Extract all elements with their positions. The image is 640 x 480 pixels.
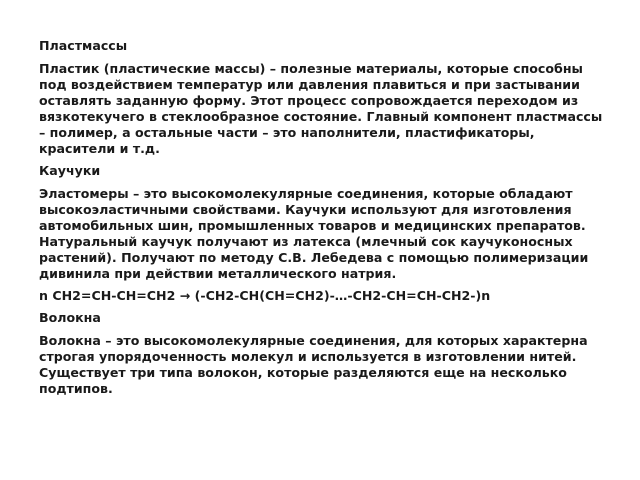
paragraph-fibers: Волокна – это высокомолекулярные соединения, для которых характерна строгая упорядоченность молекул и используется в изготовлении нитей. Существует три типа волокон, которые разделяются еще на несколько подтипов. [39,333,588,396]
formula-polymerization: n CH2=CH-CH=CH2 → (-CH2-CH(CH=CH2)-…-CH2-CH=CH-CH2-)n [39,288,491,303]
heading-rubbers: Каучуки [39,163,101,178]
heading-plastics: Пластмассы [39,38,128,53]
heading-fibers: Волокна [39,310,101,325]
slide-content [39,38,609,403]
paragraph-rubbers: Эластомеры – это высокомолекулярные соединения, которые обладают высокоэластичными свойствами. Каучуки используют для изготовления автомобильных шин, промышленных товаров и медицинских препаратов. Натуральный каучук получают из латекса (млечный сок каучуконосных растений). Получают по методу С.В. Лебедева с помощью полимеризации дивинила при действии металлического натрия. [39,186,589,281]
paragraph-plastics: Пластик (пластические массы) – полезные материалы, которые способны под воздействием температур или давления плавиться и при застывании оставлять заданную форму. Этот процесс сопровождается переходом из вязкотекучего в стеклообразное состояние. Главный компонент пластмассы – полимер, а остальные части – это наполнители, пластификаторы, красители и т.д. [39,61,603,156]
